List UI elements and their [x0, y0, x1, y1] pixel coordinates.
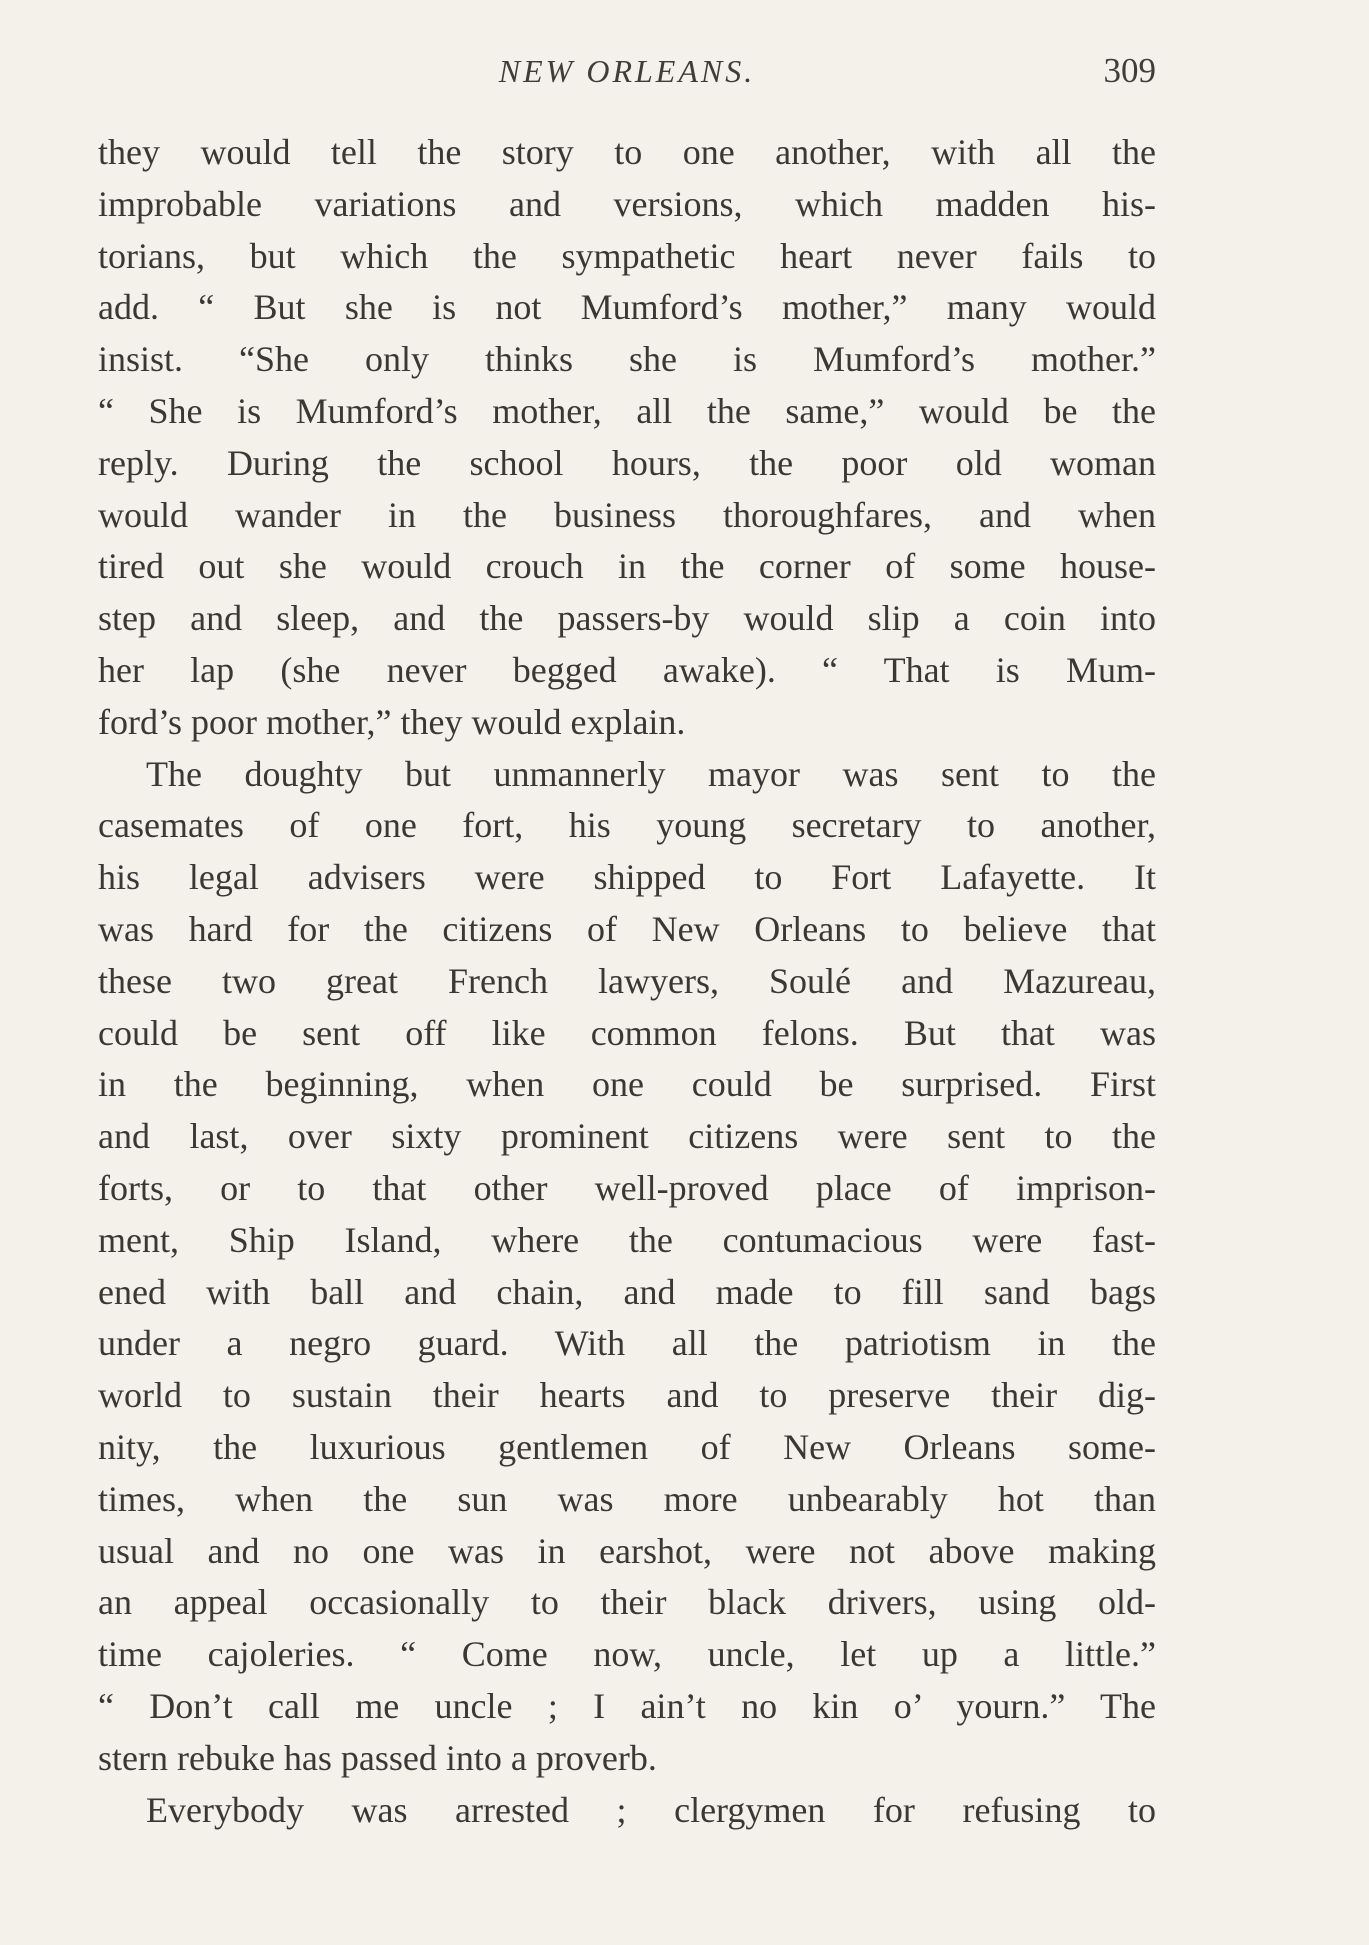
- text-line: they would tell the story to one another, with all the: [98, 132, 1156, 172]
- text-line: would wander in the business thoroughfares, and when: [98, 494, 1156, 535]
- paragraph-1: [98, 127, 1156, 749]
- running-head: [98, 46, 1156, 96]
- text-line: and last, over sixty prominent citizens were sent to the: [98, 1116, 1156, 1157]
- text-line: her lap (she never begged awake). “ That is Mum-: [98, 649, 1156, 690]
- text-line: Everybody was arrested ; clergymen for refusing to: [146, 1789, 1156, 1830]
- text-line: in the beginning, when one could be surprised. First: [98, 1064, 1156, 1105]
- body-text: [98, 127, 1156, 1836]
- text-line: times, when the sun was more unbearably hot than: [98, 1478, 1156, 1519]
- text-line: torians, but which the sympathetic heart never fails to: [98, 235, 1156, 276]
- text-line: world to sustain their hearts and to preserve their dig-: [98, 1375, 1156, 1416]
- text-line: time cajoleries. “ Come now, uncle, let up a little.”: [98, 1634, 1156, 1675]
- paragraph-2: [98, 749, 1156, 1785]
- text-line: add. “ But she is not Mumford’s mother,” many would: [98, 287, 1156, 328]
- text-line: ford’s poor mother,” they would explain.: [98, 701, 686, 742]
- text-line: his legal advisers were shipped to Fort Lafayette. It: [98, 857, 1156, 898]
- text-line: ened with ball and chain, and made to fill sand bags: [98, 1271, 1156, 1312]
- text-line: “ She is Mumford’s mother, all the same,” would be the: [98, 390, 1156, 431]
- text-line: these two great French lawyers, Soulé and Mazureau,: [98, 960, 1156, 1001]
- text-line: could be sent off like common felons. But that was: [98, 1012, 1156, 1053]
- text-line: “ Don’t call me uncle ; I ain’t no kin o’ yourn.” The: [98, 1685, 1156, 1726]
- text-line: The doughty but unmannerly mayor was sent to the: [146, 753, 1156, 794]
- text-line: improbable variations and versions, which madden his-: [98, 183, 1156, 224]
- text-line: insist. “She only thinks she is Mumford’s mother.”: [98, 339, 1156, 380]
- text-line: stern rebuke has passed into a proverb.: [98, 1737, 657, 1778]
- paragraph-3: [98, 1785, 1156, 1837]
- text-line: under a negro guard. With all the patriotism in the: [98, 1323, 1156, 1364]
- text-line: an appeal occasionally to their black drivers, using old-: [98, 1582, 1156, 1623]
- page-number: 309: [1103, 51, 1156, 90]
- running-title: NEW ORLEANS.: [498, 53, 756, 89]
- text-line: was hard for the citizens of New Orleans to believe that: [98, 908, 1156, 949]
- text-line: nity, the luxurious gentlemen of New Orleans some-: [98, 1426, 1156, 1467]
- text-line: reply. During the school hours, the poor old woman: [98, 442, 1156, 483]
- text-line: ment, Ship Island, where the contumacious were fast-: [98, 1219, 1156, 1260]
- text-line: step and sleep, and the passers-by would slip a coin into: [98, 598, 1156, 639]
- text-line: forts, or to that other well-proved place of imprison-: [98, 1167, 1156, 1208]
- text-line: tired out she would crouch in the corner of some house-: [98, 546, 1156, 587]
- text-line: usual and no one was in earshot, were not above making: [98, 1530, 1156, 1571]
- text-line: casemates of one fort, his young secretary to another,: [98, 805, 1156, 846]
